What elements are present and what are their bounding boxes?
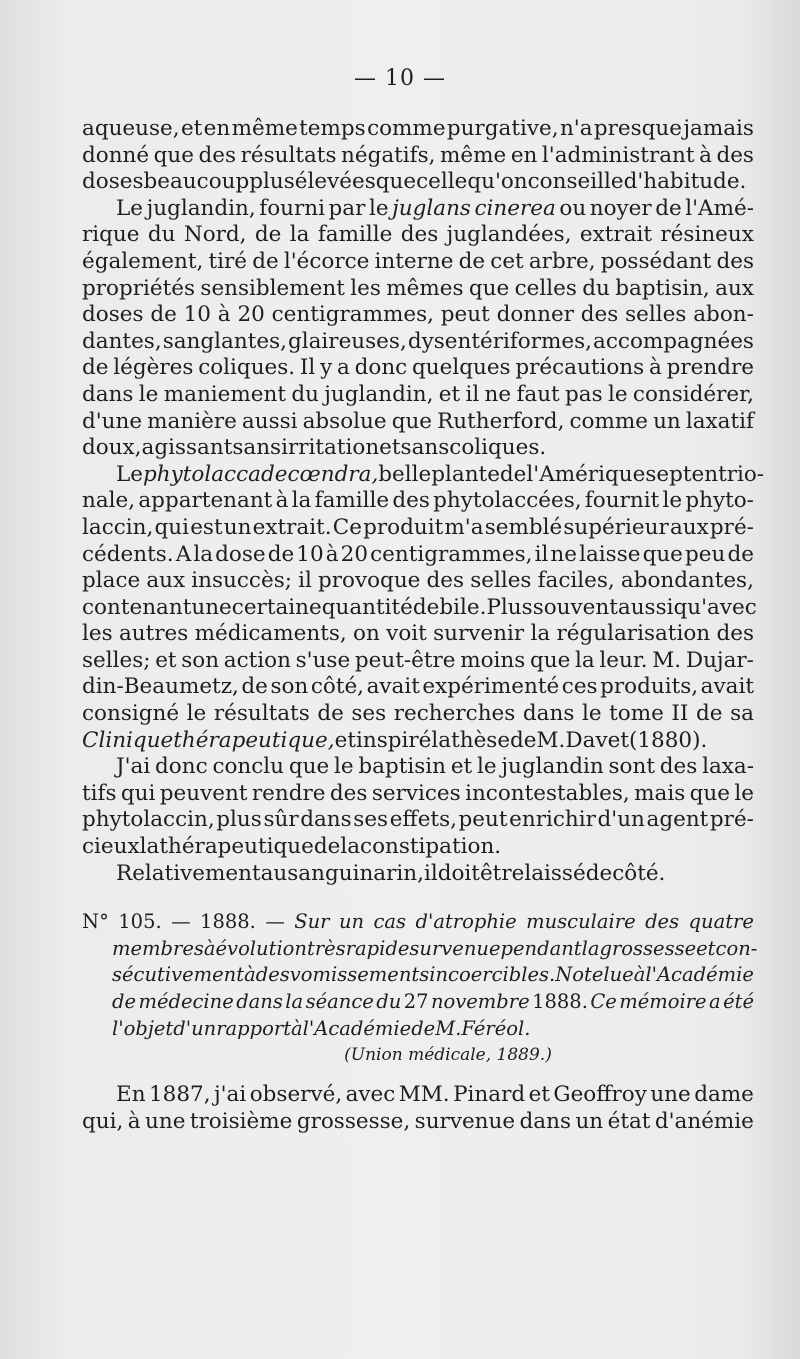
- text-line: qui, à une troisième grossesse, survenue dans un état d'anémie: [82, 1108, 754, 1134]
- text-line: doses beaucoup plus élevées que celle qu'on conseille d'habitude.: [82, 169, 747, 195]
- text-line: Clinique thérapeutique, et inspiré la thèse de M. Davet (1880).: [82, 727, 708, 753]
- note-number-label-part: —: [171, 910, 191, 934]
- paragraphs: [82, 116, 765, 887]
- text-line: rique du Nord, de la famille des juglandées, extrait résineux: [82, 222, 754, 248]
- closing-paragraph: [82, 1082, 754, 1135]
- paragraph-p4: [82, 754, 754, 860]
- text-line: consigné le résultats de ses recherches dans le tome II de sa: [82, 701, 754, 727]
- page-number: — 10 —: [354, 66, 446, 91]
- paragraph-p5: [82, 861, 754, 888]
- text-line: également, tiré de l'écorce interne de cet arbre, possédant des: [82, 248, 754, 274]
- text-line: cédents. A la dose de 10 à 20 centigrammes, il ne laisse que peu de: [82, 541, 754, 567]
- bibliographic-note: [82, 909, 758, 1068]
- note-heading-line: N° 105. — 1888. — Sur un cas d'atrophie musculaire des quatre: [82, 909, 754, 936]
- paragraph-p3: [82, 461, 765, 755]
- body-text: [82, 116, 765, 1135]
- note-number-label-part: N°: [82, 910, 109, 934]
- text-line: de légères coliques. Il y a donc quelques précautions à prendre: [82, 355, 754, 381]
- text-line: selles; et son action s'use peut-être moins que la leur. M. Dujar-: [82, 647, 754, 673]
- text-line: d'une manière aussi absolue que Rutherford, comme un laxatif: [82, 408, 754, 434]
- text-line: dans le maniement du juglandin, et il ne faut pas le considérer,: [82, 381, 754, 407]
- text-line: aqueuse, et en même temps comme purgative, n'a presque jamais: [82, 116, 754, 141]
- text-line: cieux la thérapeutique de la constipation.: [82, 834, 502, 860]
- text-line: tifs qui peuvent rendre des services incontestables, mais que le: [82, 780, 754, 806]
- text-line: din-Beaumetz, de son côté, avait expérimenté ces produits, avait: [82, 674, 754, 700]
- text-line: les autres médicaments, on voit survenir la régularisation des: [82, 621, 754, 647]
- text-line: En 1887, j'ai observé, avec MM. Pinard et Geoffroy une dame: [116, 1082, 754, 1108]
- note-number-label-part: 105.: [118, 910, 162, 934]
- text-line: Le juglandin, fourni par le juglans cinerea ou noyer de l'Amé-: [116, 195, 754, 221]
- note-line: sécutivement à des vomissements incoercibles. Note lue à l'Académie: [112, 963, 754, 987]
- text-line: doux, agissant sans irritation et sans coliques.: [82, 435, 547, 461]
- note-line: de médecine dans la séance du 27 novembre 1888. Ce mémoire a été: [112, 990, 754, 1013]
- text-line: nale, appartenant à la famille des phytolaccées, fournit le phyto-: [82, 488, 754, 514]
- text-line: contenant une certaine quantité de bile. Plus souvent aussi qu'avec: [82, 594, 757, 620]
- text-line: phytolaccin, plus sûr dans ses effets, peut enrichir d'un agent pré-: [82, 807, 754, 833]
- paragraph-p1: [82, 116, 754, 196]
- text-line: J'ai donc conclu que le baptisin et le juglandin sont des laxa-: [116, 754, 754, 780]
- note-source: (Union médicale, 1889.): [344, 1045, 552, 1066]
- note-number-label-part: —: [265, 910, 285, 934]
- note-title-lines: [82, 909, 758, 1042]
- text-line: laccin, qui est un extrait. Ce produit m'a semblé supérieur aux pré-: [82, 514, 754, 540]
- text-line: propriétés sensiblement les mêmes que celles du baptisin, aux: [82, 275, 754, 301]
- note-number-label-part: 1888.: [200, 910, 256, 934]
- paragraph-p2: [82, 196, 754, 462]
- note-line: l'objet d'un rapport à l'Académie de M. Féréol.: [112, 1016, 531, 1040]
- text-line: Le phytolacca decœndra, belle plante de l'Amérique septentrio-: [116, 461, 765, 487]
- text-line: doses de 10 à 20 centigrammes, peut donner des selles abon-: [82, 302, 754, 328]
- text-line: Relativement au sanguinarin, il doit être laissé de côté.: [116, 860, 666, 886]
- text-line: dantes, sanglantes, glaireuses, dysentériformes, accompagnées: [82, 328, 754, 354]
- text-line: donné que des résultats négatifs, même en l'administrant à des: [82, 142, 754, 168]
- note-line: membres à évolution très rapide survenue pendant la grossesse et con-: [112, 936, 758, 960]
- text-line: place aux insuccès; il provoque des selles faciles, abondantes,: [82, 568, 754, 594]
